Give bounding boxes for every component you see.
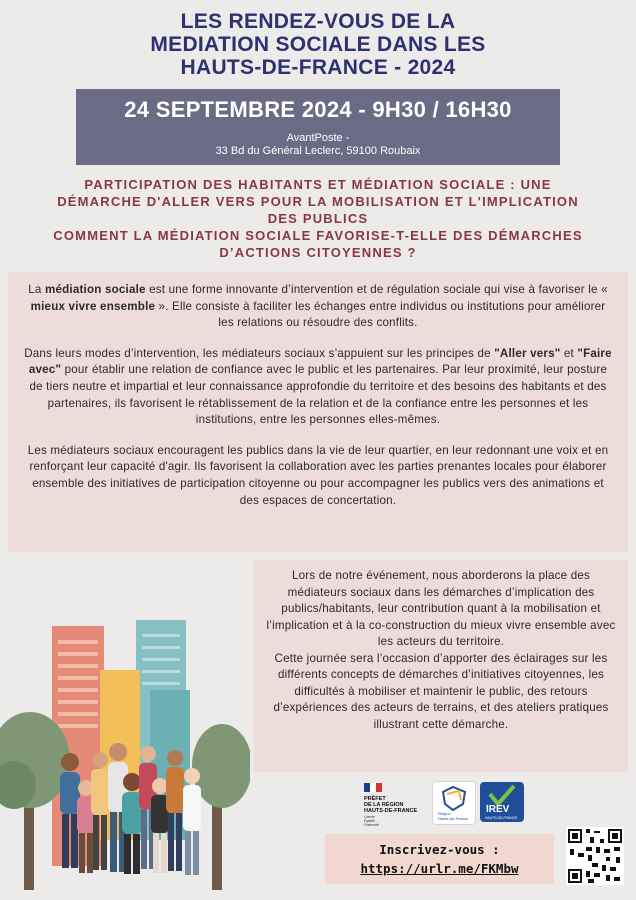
text: Dans leurs modes d’intervention, les médiateurs sociaux s’appuient sur les principes de bbox=[24, 346, 495, 360]
irev-logo bbox=[480, 782, 524, 822]
event-description-panel bbox=[254, 560, 628, 772]
event-theme bbox=[10, 176, 626, 261]
theme-line: D’ACTIONS CITOYENNES ? bbox=[219, 245, 417, 260]
intro-panel bbox=[8, 272, 628, 552]
venue-name: AvantPoste - bbox=[286, 132, 350, 144]
region-label: Région bbox=[438, 811, 451, 816]
event-address bbox=[76, 132, 560, 158]
bold-text: "Aller vers" bbox=[494, 346, 561, 360]
page-title bbox=[0, 10, 636, 79]
intro-paragraph-1 bbox=[22, 282, 614, 332]
community-illustration bbox=[0, 590, 250, 890]
prefet-motto: Liberté bbox=[364, 815, 375, 819]
text: est une forme innovante d’intervention et de régulation sociale qui vise à favoriser le « bbox=[145, 283, 608, 296]
registration-link[interactable]: https://urlr.me/FKMbw bbox=[360, 861, 519, 876]
title-line: MEDIATION SOCIALE DANS LES bbox=[150, 33, 486, 56]
flag-red bbox=[376, 783, 382, 792]
text: ». Elle consiste à faciliter les échanges entre individus ou institutions pour améliorer les relations ou résoudre des conflits. bbox=[155, 299, 606, 330]
text: La bbox=[28, 283, 45, 296]
intro-paragraph-3: Les médiateurs sociaux encouragent les publics dans la vie de leur quartier, en leur redonnant une voix et en renforçant leur capacité d'agir. Ils favorisent la collaboration avec les parties prenantes locales pour élaborer ensemble des initiatives de participation citoyenne ou pour accompagner les publics vers des animations et des espaces de concertation. bbox=[27, 443, 609, 507]
venue-address: 33 Bd du Général Leclerc, 59100 Roubaix bbox=[215, 145, 421, 157]
flag-white bbox=[370, 783, 376, 792]
region-logo bbox=[432, 781, 476, 825]
description-paragraph-1: Lors de notre événement, nous aborderons la place des médiateurs sociaux dans les démarches d’implication des publics/habitants, leur contribution quant à la mobilisation et l’implication et à la co-construction du mieux vivre ensemble avec les acteurs du territoire. bbox=[266, 569, 616, 648]
person bbox=[166, 750, 184, 871]
event-date-time: 24 SEPTEMBRE 2024 - 9H30 / 16H30 bbox=[124, 97, 512, 122]
irev-check-icon bbox=[490, 786, 514, 804]
qr-code[interactable] bbox=[566, 827, 624, 885]
date-banner bbox=[76, 89, 560, 165]
bold-text: médiation sociale bbox=[44, 283, 146, 296]
prefet-line: PRÉFET bbox=[364, 796, 386, 802]
theme-line: DÉMARCHE D'ALLER VERS POUR LA MOBILISATION ET L'IMPLICATION bbox=[57, 194, 579, 209]
title-line: HAUTS-DE-FRANCE - 2024 bbox=[180, 56, 456, 79]
theme-line: COMMENT LA MÉDIATION SOCIALE FAVORISE-T-ELLE DES DÉMARCHES bbox=[53, 228, 583, 243]
registration-label: Inscrivez-vous : bbox=[379, 842, 500, 857]
intro-paragraph-2 bbox=[22, 346, 614, 429]
registration-box bbox=[325, 834, 554, 884]
irev-label: IREV bbox=[486, 804, 510, 815]
theme-line: DES PUBLICS bbox=[267, 211, 369, 226]
prefet-motto: Fraternité bbox=[364, 823, 379, 827]
flag-blue bbox=[364, 783, 370, 792]
prefet-logo bbox=[360, 783, 430, 833]
prefet-line: HAUTS-DE-FRANCE bbox=[364, 808, 418, 814]
description-paragraph-2: Cette journée sera l’occasion d’apporter des éclairages sur les différents concepts de démarches d’initiatives citoyennes, les difficultés à mobiliser et maintenir le public, des retours d’expériences des acteurs de terrains, et des ateliers pratiques illustrant cette démarche. bbox=[273, 651, 609, 731]
prefet-line: DE LA RÉGION bbox=[364, 802, 404, 808]
bold-text: "Faire avec" bbox=[28, 346, 612, 377]
title-line: LES RENDEZ-VOUS DE LA bbox=[180, 10, 456, 33]
bold-text: mieux vivre ensemble bbox=[30, 299, 156, 313]
region-accent bbox=[447, 791, 461, 800]
region-map-shape bbox=[443, 787, 465, 810]
irev-sub: HAUTS-DE-FRANCE bbox=[485, 816, 518, 820]
theme-line: PARTICIPATION DES HABITANTS ET MÉDIATION SOCIALE : UNE bbox=[84, 177, 552, 192]
region-label: Hauts-de-France bbox=[438, 816, 469, 821]
prefet-motto: Égalité bbox=[364, 819, 375, 823]
text: pour établir une relation de confiance avec le public et les partenaires. Par leur proximité, leur posture de tiers neutre et impartial et leur connaissance approfondie du territoire et des besoins des habitants et des partenaires, ils favorisent le rétablissement de la relation et de la confiance entre les personnes et les institutions, entre les personnes elles-mêmes. bbox=[29, 363, 608, 427]
text: et bbox=[560, 346, 578, 360]
